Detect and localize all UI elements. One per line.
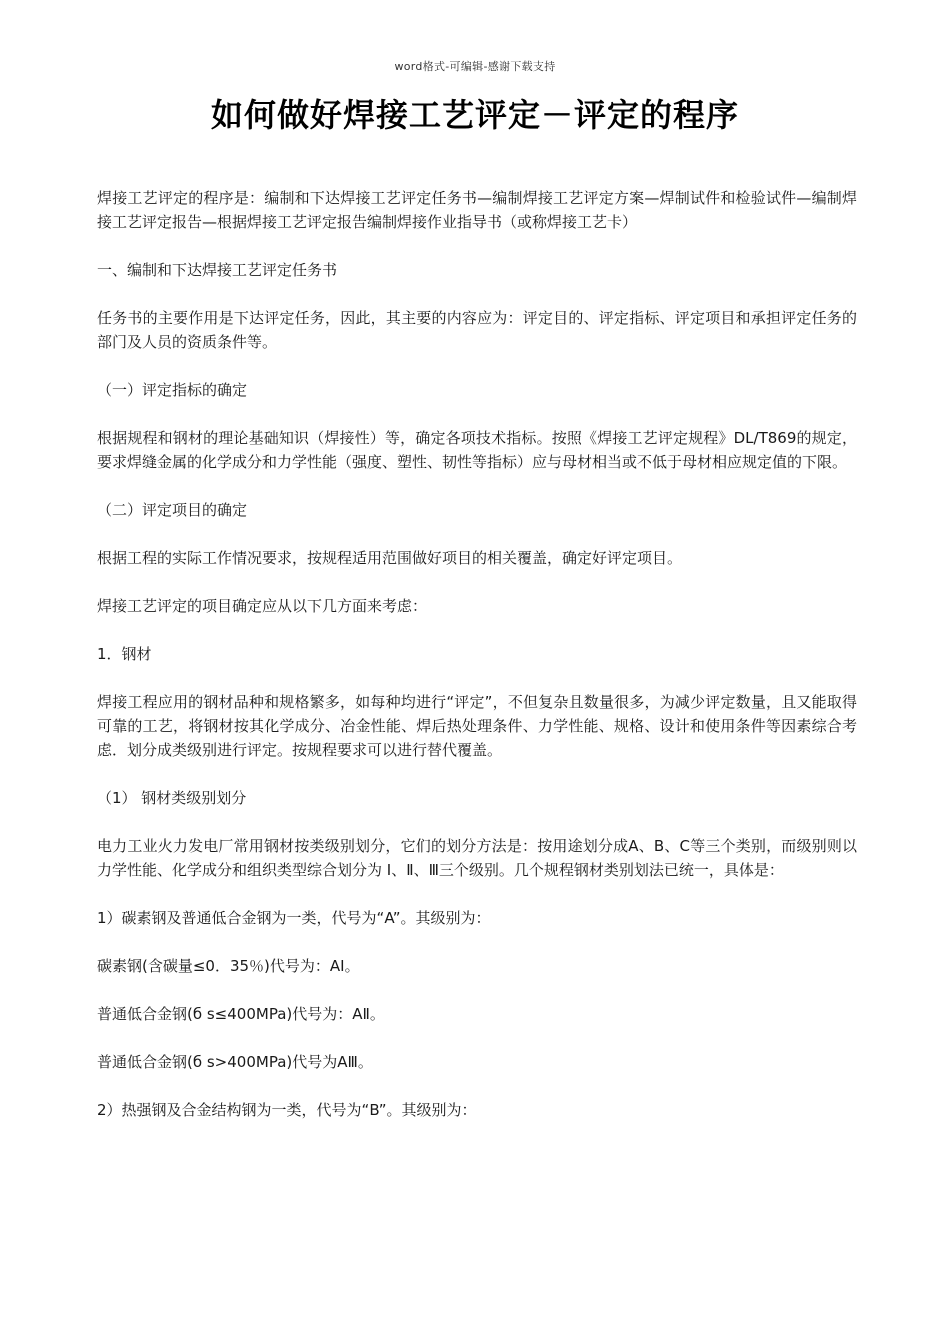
list-item-a2: 普通低合金钢(б s≤400MPa)代号为：AⅡ。 — [97, 1005, 385, 1023]
paragraph-items-aspects: 焊接工艺评定的项目确定应从以下几方面来考虑： — [97, 597, 428, 615]
paragraph-indicators: 根据规程和钢材的理论基础知识（焊接性）等，确定各项技术指标。按照《焊接工艺评定规程》DL/T869的规定，要求焊缝金属的化学成分和力学性能（强度、塑性、韧性等指标）应与母材相当或不低于母材相应规定值的下限。 — [97, 429, 857, 471]
paragraph-steel-classification: 电力工业火力发电厂常用钢材按类级别划分，它们的划分方法是：按用途划分成A、B、C等三个类别，而级别则以力学性能、化学成分和组织类型综合划分为 Ⅰ、Ⅱ、Ⅲ三个级别。几个规程钢材类别划法已统一，具体是： — [97, 837, 857, 879]
document-title: 如何做好焊接工艺评定－评定的程序 — [210, 96, 739, 134]
document-body — [97, 186, 857, 1146]
list-item-a1: 碳素钢(含碳量≤0．35％)代号为：AⅠ。 — [97, 957, 360, 975]
list-item-class-b: 2）热强钢及合金结构钢为一类，代号为“B”。其级别为： — [97, 1101, 477, 1119]
paragraph-task-book: 任务书的主要作用是下达评定任务，因此，其主要的内容应为：评定目的、评定指标、评定项目和承担评定任务的部门及人员的资质条件等。 — [97, 309, 857, 351]
section-heading-task-book: 一、编制和下达焊接工艺评定任务书 — [97, 261, 338, 279]
header-note: word格式-可编辑-感谢下载支持 — [394, 60, 556, 73]
item-heading-steel: 1．钢材 — [97, 645, 152, 663]
subsection-heading-items: （二）评定项目的确定 — [97, 501, 248, 519]
subsection-heading-indicators: （一）评定指标的确定 — [97, 381, 248, 399]
list-item-class-a: 1）碳素钢及普通低合金钢为一类，代号为“A”。其级别为： — [97, 909, 491, 927]
item-heading-steel-classification: （1） 钢材类级别划分 — [97, 789, 247, 807]
list-item-a3: 普通低合金钢(б s>400MPa)代号为AⅢ。 — [97, 1053, 373, 1071]
paragraph-steel: 焊接工程应用的钢材品种和规格繁多，如每种均进行“评定”，不但复杂且数量很多，为减少评定数量，且又能取得可靠的工艺，将钢材按其化学成分、冶金性能、焊后热处理条件、力学性能、规格、设计和使用条件等因素综合考虑．划分成类级别进行评定。按规程要求可以进行替代覆盖。 — [97, 693, 857, 759]
paragraph-procedure-overview: 焊接工艺评定的程序是：编制和下达焊接工艺评定任务书—编制焊接工艺评定方案—焊制试件和检验试件—编制焊接工艺评定报告—根据焊接工艺评定报告编制焊接作业指导书（或称焊接工艺卡） — [97, 189, 857, 231]
paragraph-items: 根据工程的实际工作情况要求，按规程适用范围做好项目的相关覆盖，确定好评定项目。 — [97, 549, 683, 567]
